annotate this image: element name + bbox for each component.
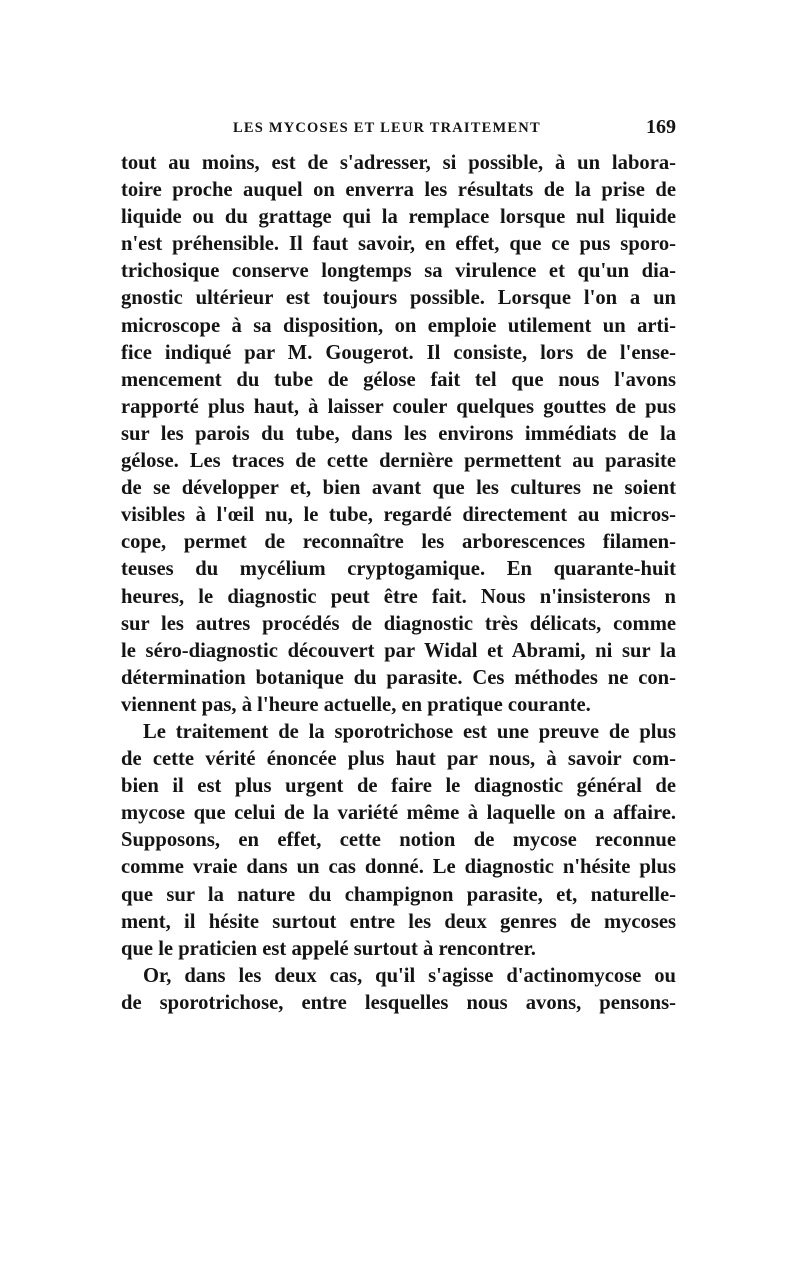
text-line: Le traitement de la sporotrichose est une preuve de plus	[143, 720, 676, 743]
text-line: toire proche auquel on enverra les résultats de la prise de	[121, 179, 676, 202]
text-line: de se développer et, bien avant que les cultures ne soient	[121, 477, 676, 500]
text-line: sur les autres procédés de diagnostic très délicats, comme	[121, 612, 676, 635]
page-number: 169	[646, 116, 676, 138]
text-line: détermination botanique du parasite. Ces méthodes ne con-	[121, 666, 676, 689]
text-line: Supposons, en effet, cette notion de mycose reconnue	[121, 829, 676, 852]
text-line: le séro-diagnostic découvert par Widal et Abrami, ni sur la	[121, 639, 676, 662]
text-line: gnostic ultérieur est toujours possible. Lorsque l'on a un	[121, 287, 676, 310]
text-line: de cette vérité énoncée plus haut par nous, à savoir com-	[121, 748, 676, 771]
text-line: mencement du tube de gélose fait tel que nous l'avons	[121, 368, 676, 391]
text-line: bien il est plus urgent de faire le diagnostic général de	[121, 775, 676, 798]
text-line: viennent pas, à l'heure actuelle, en pratique courante.	[121, 693, 591, 716]
text-line: mycose que celui de la variété même à laquelle on a affaire.	[121, 802, 676, 825]
text-line: visibles à l'œil nu, le tube, regardé directement au micros-	[121, 504, 676, 527]
text-line: teuses du mycélium cryptogamique. En quarante-huit	[121, 558, 676, 581]
page-header	[121, 116, 676, 140]
text-line: ment, il hésite surtout entre les deux genres de mycoses	[121, 910, 676, 933]
text-line: cope, permet de reconnaître les arborescences filamen-	[121, 531, 676, 554]
text-line: n'est préhensible. Il faut savoir, en effet, que ce pus sporo-	[121, 233, 676, 256]
running-title: LES MYCOSES ET LEUR TRAITEMENT	[233, 120, 541, 136]
text-line: tout au moins, est de s'adresser, si possible, à un labora-	[121, 152, 676, 174]
body-text	[121, 150, 676, 1017]
text-line: sur les parois du tube, dans les environs immédiats de la	[121, 422, 676, 445]
text-line: liquide ou du grattage qui la remplace lorsque nul liquide	[121, 206, 676, 229]
text-line: trichosique conserve longtemps sa virulence et qu'un dia-	[121, 260, 676, 283]
text-line: que sur la nature du champignon parasite, et, naturelle-	[121, 883, 676, 906]
text-line: comme vraie dans un cas donné. Le diagnostic n'hésite plus	[121, 856, 676, 879]
text-line: que le praticien est appelé surtout à rencontrer.	[121, 937, 536, 960]
text-line: fice indiqué par M. Gougerot. Il consiste, lors de l'ense-	[121, 341, 676, 364]
text-line: heures, le diagnostic peut être fait. Nous n'insisterons n	[121, 585, 676, 608]
text-line: microscope à sa disposition, on emploie utilement un arti-	[121, 314, 676, 337]
text-line: rapporté plus haut, à laisser couler quelques gouttes de pus	[121, 395, 676, 418]
text-line: gélose. Les traces de cette dernière permettent au parasite	[121, 450, 676, 473]
text-line: Or, dans les deux cas, qu'il s'agisse d'actinomycose ou	[143, 964, 676, 987]
text-line: de sporotrichose, entre lesquelles nous avons, pensons-	[121, 991, 676, 1014]
